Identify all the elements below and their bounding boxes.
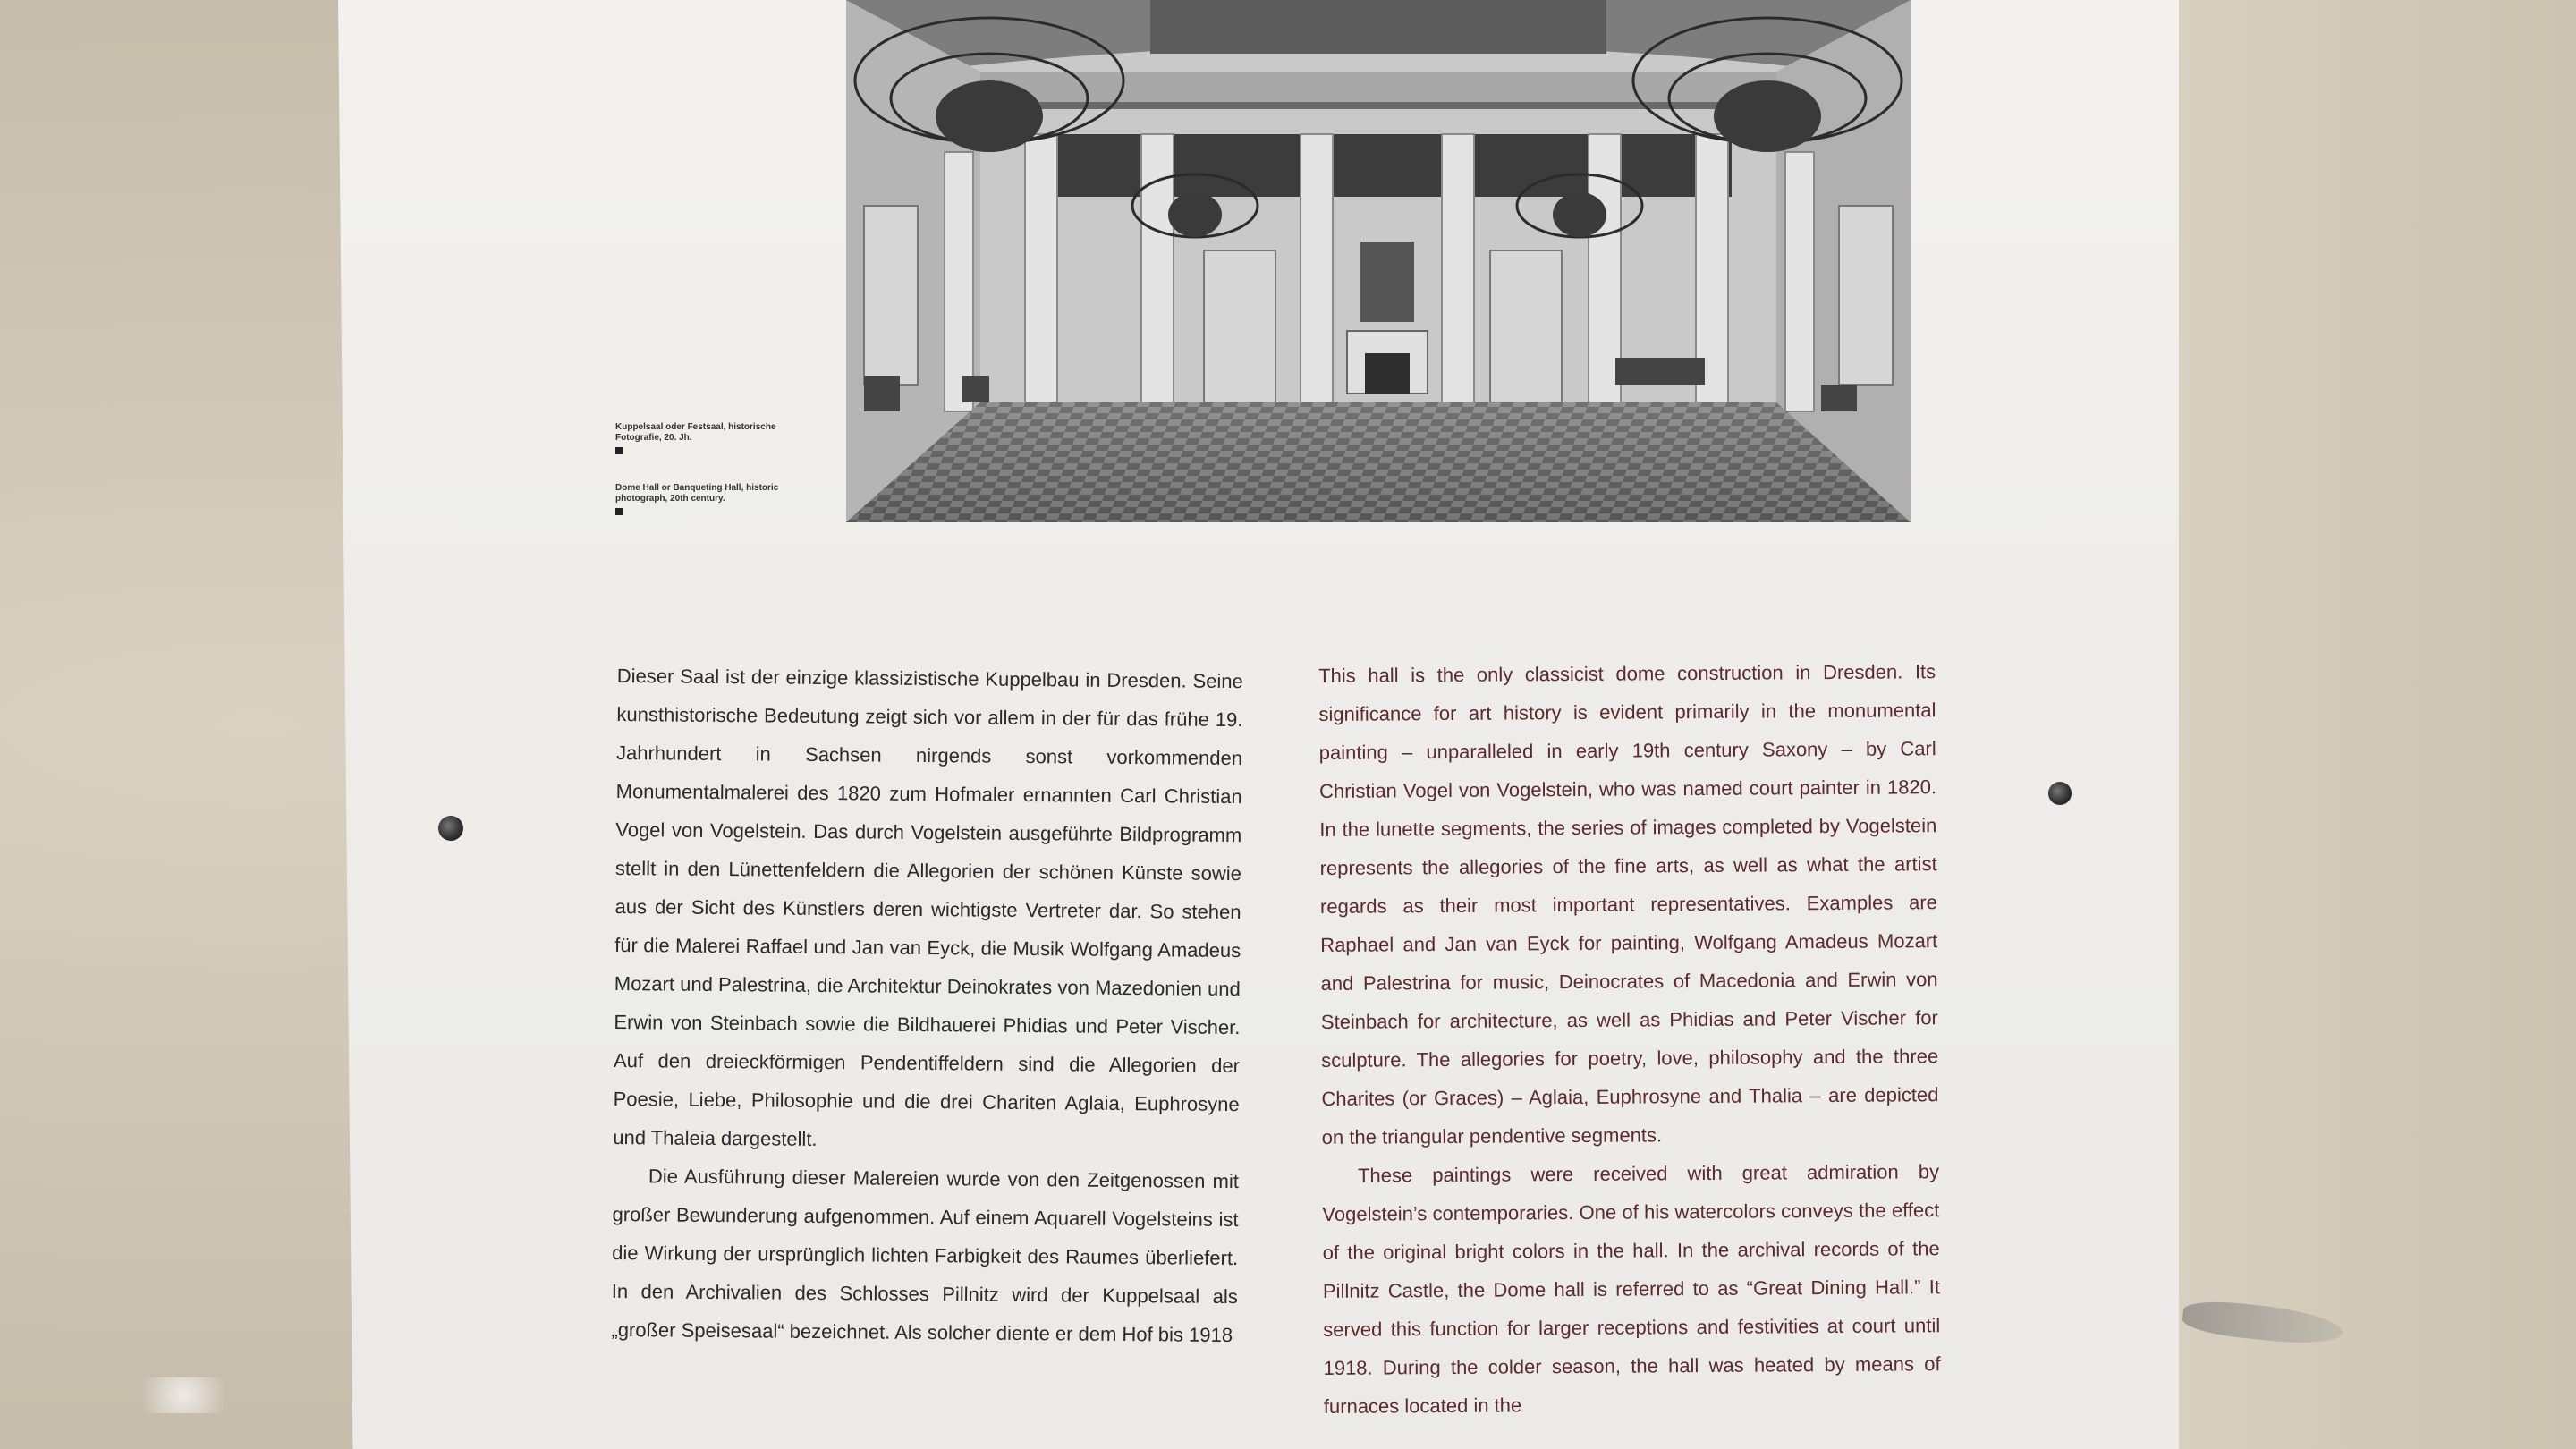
english-paragraph-2: These paintings were received with great admiration by Vogelstein’s contemporaries. One of his watercolors conveys the effect of the original bright colors in the hall. In the archival records of the Pillnitz Castle, the Dome hall is referred to as “Great Dining Hall.” It served this function for larger receptions and festivities at court until 1918. During the colder season, the hall was heated by means of furnaces located in the <box>1322 1160 1941 1418</box>
german-paragraph-1: Dieser Saal ist der einzige klassizistische Kuppelbau in Dresden. Seine kunsthistorische Bedeutung zeigt sich vor allem in der für das frühe 19. Jahrhundert in Sachsen nirgends sonst vorkommenden Monumentalmalerei des 1820 zum Hofmaler ernannten Carl Christian Vogel von Vogelstein. Das durch Vogelstein ausgeführte Bildprogramm stellt in den Lünettenfeldern die Allegorien der schönen Künste sowie aus der Sicht des Künstlers deren wichtigste Vertreter dar. So stehen für die Malerei Raffael und Jan van Eyck, die Musik Wolfgang Amadeus Mozart und Palestrina, die Architektur Deinokrates von Mazedonien und Erwin von Steinbach sowie die Bildhauerei Phidias und Peter Vischer. Auf den dreieckförmigen Pendentiffeldern sind die Allegorien der Poesie, Liebe, Philosophie und die drei Chariten Aglaia, Euphrosyne und Thaleia dargestellt. <box>613 664 1243 1150</box>
german-text-column <box>611 657 1243 1354</box>
photo-caption-english <box>615 483 821 519</box>
caption-marker <box>615 508 623 515</box>
photo-caption-german <box>615 422 821 458</box>
mounting-screw-right <box>2048 782 2072 805</box>
historic-hall-photograph <box>846 0 1911 522</box>
wall-right-section <box>2156 0 2576 1449</box>
mounting-screw-left <box>438 816 463 841</box>
english-paragraph-1: This hall is the only classicist dome construction in Dresden. Its significance for art history is evident primarily in the monumental painting – unparalleled in early 19th century Saxony – by Carl Christian Vogel von Vogelstein, who was named court painter in 1820. In the lunette segments, the series of images completed by Vogelstein represents the allegories of the fine arts, as well as what the artist regards as their most important representatives. Examples are Raphael and Jan van Eyck for painting, Wolfgang Amadeus Mozart and Palestrina for music, Deinocrates of Macedonia and Erwin von Steinbach for architecture, as well as Phidias and Peter Vischer for sculpture. The allegories for poetry, love, philosophy and the three Charites (or Graces) – Aglaia, Euphrosyne and Thalia – are depicted on the triangular pendentive segments. <box>1318 660 1939 1148</box>
caption-marker <box>615 447 623 454</box>
caption-german-text: Kuppelsaal oder Festsaal, historische Fotografie, 20. Jh. <box>615 422 776 443</box>
english-text-column <box>1318 652 1941 1426</box>
hall-photo-illustration <box>846 0 1911 522</box>
caption-english-text: Dome Hall or Banqueting Hall, historic photograph, 20th century. <box>615 483 779 504</box>
german-paragraph-2: Die Ausführung dieser Malereien wurde von den Zeitgenossen mit großer Bewunderung aufgenommen. Auf einem Aquarell Vogelsteins ist die Wirkung der ursprünglich lichten Farbigkeit des Raumes überliefert. In den Archivalien des Schlosses Pillnitz wird der Kuppelsaal als „großer Speisesaal“ bezeichnet. Als solcher diente er dem Hof bis 1918 <box>611 1165 1240 1347</box>
wall-scuff-mark <box>143 1377 224 1413</box>
